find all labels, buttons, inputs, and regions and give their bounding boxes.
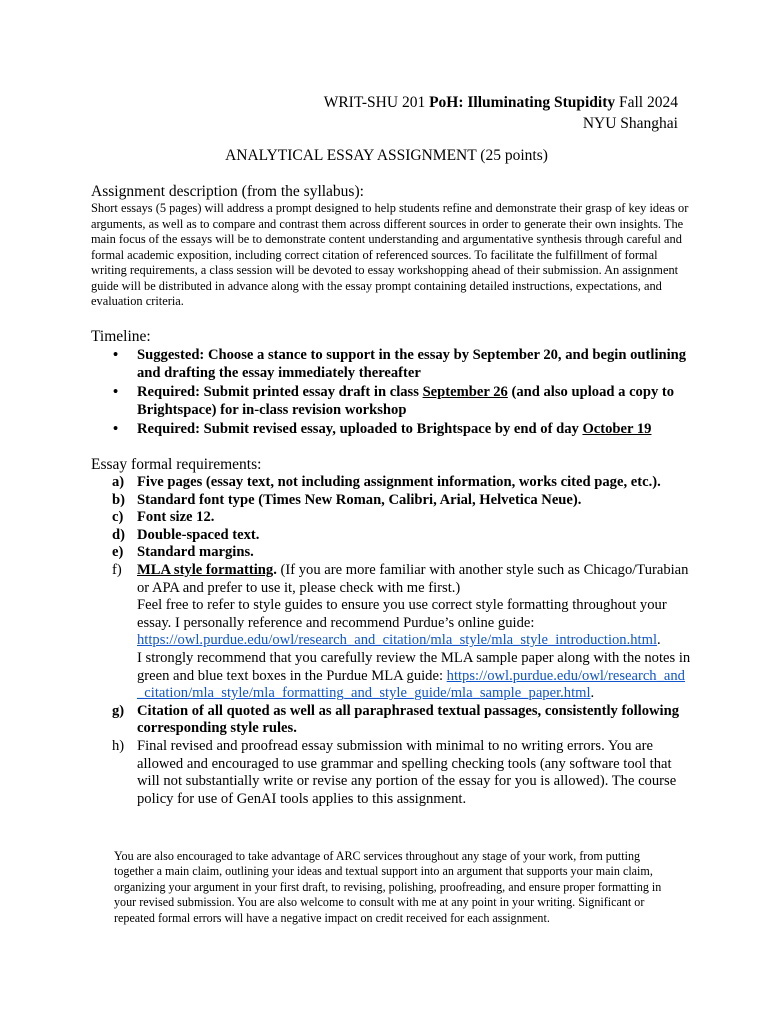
link-period: .	[590, 685, 595, 702]
timeline-item	[91, 383, 691, 419]
mla-note: (If you are more familiar with another style such as Chicago/Turabian or APA and prefer to use it, please check with me first.)	[137, 561, 689, 596]
description-heading: Assignment description (from the syllabus):	[91, 183, 364, 200]
timeline-item-text: Required: Submit revised essay, uploaded to Brightspace by end of day	[137, 421, 583, 437]
list-marker: h)	[112, 737, 125, 754]
requirement-item	[91, 703, 691, 738]
requirement-text: Standard margins.	[137, 544, 254, 561]
course-line	[324, 92, 678, 113]
timeline-date: September 26	[422, 384, 508, 400]
requirements-heading: Essay formal requirements:	[91, 456, 262, 473]
requirement-text: Final revised and proofread essay submission with minimal to no writing errors. You are allowed and encouraged to use grammar and spelling checking tools (any software tool that will not substantially write or revise any portion of the essay for you is allowed). The course policy for use of GenAI tools applies to this assignment.	[137, 737, 677, 807]
purdue-mla-intro-link[interactable]: https://owl.purdue.edu/owl/research_and_citation/mla_style/mla_style_introduction.html	[137, 632, 658, 649]
bullet-icon: •	[113, 384, 119, 400]
campus-name: NYU Shanghai	[582, 115, 678, 132]
timeline-item-text: (and also upload a copy to Brightspace) for in-class revision workshop	[137, 384, 675, 418]
requirement-text: Font size 12.	[137, 509, 215, 526]
timeline-heading: Timeline:	[91, 328, 151, 345]
list-marker: c)	[112, 509, 124, 526]
sample-paper-note: I strongly recommend that you carefully review the MLA sample paper along with the notes in green and blue text boxes in the Purdue MLA guide:	[137, 649, 691, 684]
arc-services-note: You are also encouraged to take advantage of ARC services throughout any stage of your work, from putting together a main claim, outlining your ideas and textual support into an argument that supports your main claim, organizing your argument in your first draft, to revising, polishing, proofreading, and ensure proper formatting in your revised submission. You are also welcome to consult with me at any point in your writing. Significant or repeated formal errors will have a negative impact on credit received for each assignment.	[114, 849, 662, 925]
style-guide-note: Feel free to refer to style guides to ensure you use correct style formatting throughout your essay. I personally reference and recommend Purdue’s online guide:	[137, 597, 667, 631]
course-title: PoH: Illuminating Stupidity	[429, 94, 616, 111]
bullet-icon: •	[113, 347, 119, 363]
timeline-date: October 19	[582, 421, 652, 437]
mla-lead: MLA style formatting	[137, 561, 274, 578]
requirement-item	[91, 492, 691, 510]
course-code: WRIT-SHU 201	[323, 94, 430, 111]
list-marker: a)	[112, 474, 125, 490]
timeline-list	[91, 346, 691, 439]
requirement-item	[91, 544, 691, 562]
timeline-item	[91, 420, 691, 438]
list-marker: b)	[112, 491, 125, 508]
requirement-text: Five pages (essay text, not including assignment information, works cited page, etc.).	[137, 474, 661, 490]
purdue-mla-sample-paper-link[interactable]: https://owl.purdue.edu/owl/research_and_citation/mla_style/mla_formatting_and_style_guide/mla_sample_paper.html	[137, 667, 685, 702]
requirement-item	[91, 738, 691, 808]
requirement-item-mla	[91, 562, 691, 703]
timeline-item-text: Required: Submit printed essay draft in class	[137, 384, 423, 400]
requirement-item	[91, 527, 691, 545]
timeline-item-text: Suggested: Choose a stance to support in the essay by September 20, and begin outlining and drafting the essay immediately thereafter	[137, 347, 687, 381]
requirement-text: Citation of all quoted as well as all paraphrased textual passages, consistently following corresponding style rules.	[137, 702, 680, 737]
list-marker: f)	[112, 561, 122, 578]
requirements-list	[91, 474, 691, 808]
list-marker: g)	[112, 702, 125, 719]
description-body: Short essays (5 pages) will address a prompt designed to help students refine and demonstrate their grasp of key ideas or arguments, as well as to compare and contrast them across different sources in order to generate their own insights. The main focus of the essays will be to demonstrate content understanding and argumentative synthesis through careful and formal academic exposition, including correct citation of referenced sources. To facilitate the fulfillment of formal writing requirements, a class session will be devoted to essay workshopping ahead of their submission. An assignment guide will be distributed in advance along with the essay prompt containing detailed instructions, expectations, and evaluation criteria.	[91, 201, 689, 308]
mla-lead-period: .	[273, 561, 277, 578]
requirement-text: Double-spaced text.	[137, 526, 260, 543]
timeline-item	[91, 346, 691, 382]
course-header	[324, 92, 678, 134]
page-title: ANALYTICAL ESSAY ASSIGNMENT (25 points)	[225, 147, 548, 164]
link-period: .	[657, 632, 661, 649]
requirement-item	[91, 474, 691, 492]
requirement-item	[91, 509, 691, 527]
list-marker: d)	[112, 526, 125, 543]
course-term: Fall 2024	[615, 94, 678, 111]
list-marker: e)	[112, 544, 124, 561]
requirement-text: Standard font type (Times New Roman, Calibri, Arial, Helvetica Neue).	[137, 491, 582, 508]
bullet-icon: •	[113, 421, 119, 437]
